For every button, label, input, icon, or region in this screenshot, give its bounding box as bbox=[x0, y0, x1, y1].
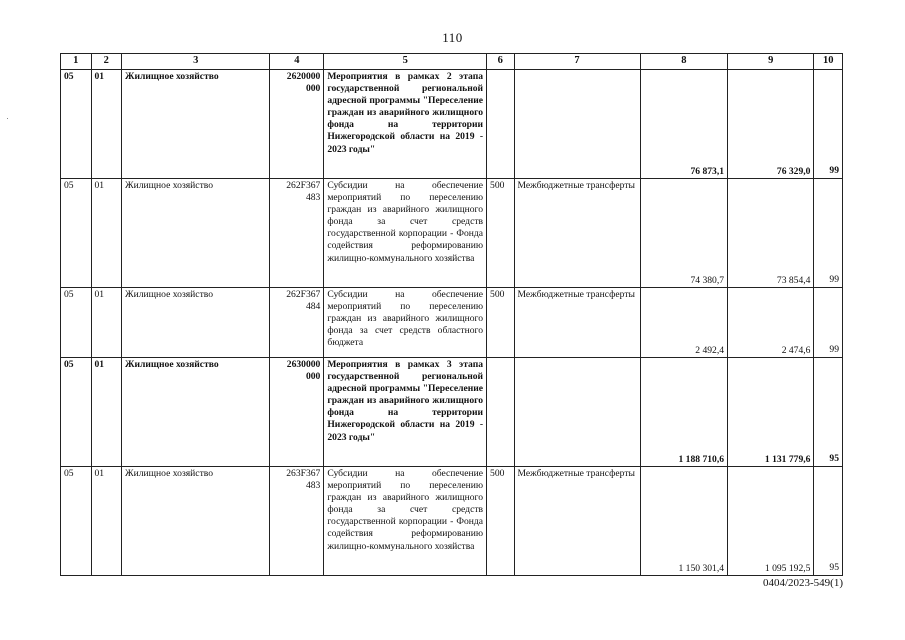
scan-speck bbox=[7, 118, 8, 119]
section-code: 05 bbox=[61, 467, 92, 576]
executed-amount: 73 854,4 bbox=[728, 179, 814, 288]
subsection-name: Жилищное хозяйство bbox=[122, 467, 270, 576]
expense-type-name: Межбюджетные трансферты bbox=[514, 467, 640, 576]
table-row bbox=[61, 179, 843, 288]
target-article-code: 263F367 483 bbox=[270, 467, 324, 576]
expense-type-code bbox=[487, 70, 514, 179]
target-article-code: 2620000 000 bbox=[270, 70, 324, 179]
page-number: 110 bbox=[442, 30, 463, 45]
execution-percent: 99 bbox=[814, 288, 843, 358]
expense-type-code: 500 bbox=[487, 288, 514, 358]
header-cell: 9 bbox=[728, 54, 814, 70]
planned-amount: 76 873,1 bbox=[640, 70, 727, 179]
header-cell: 1 bbox=[61, 54, 92, 70]
section-code: 05 bbox=[61, 179, 92, 288]
expense-type-name bbox=[514, 358, 640, 467]
executed-amount: 76 329,0 bbox=[728, 70, 814, 179]
execution-percent: 95 bbox=[814, 467, 843, 576]
article-description: Мероприятия в рамках 2 этапа государственной региональной адресной программы "Переселение граждан из аварийного жилищного фонда на территории Нижегородской области на 2019 - 2023 годы" bbox=[324, 70, 487, 179]
execution-percent: 95 bbox=[814, 358, 843, 467]
subsection-code: 01 bbox=[91, 358, 122, 467]
article-description: Мероприятия в рамках 3 этапа государственной региональной адресной программы "Переселение граждан из аварийного жилищного фонда на территории Нижегородской области на 2019 - 2023 годы" bbox=[324, 358, 487, 467]
planned-amount: 2 492,4 bbox=[640, 288, 727, 358]
header-cell: 5 bbox=[324, 54, 487, 70]
planned-amount: 74 380,7 bbox=[640, 179, 727, 288]
header-cell: 2 bbox=[91, 54, 122, 70]
subsection-name: Жилищное хозяйство bbox=[122, 179, 270, 288]
table-row bbox=[61, 467, 843, 576]
target-article-code: 262F367 484 bbox=[270, 288, 324, 358]
expense-type-name: Межбюджетные трансферты bbox=[514, 179, 640, 288]
section-code: 05 bbox=[61, 358, 92, 467]
table-row bbox=[61, 358, 843, 467]
expense-type-code: 500 bbox=[487, 467, 514, 576]
target-article-code: 262F367 483 bbox=[270, 179, 324, 288]
table-header-row bbox=[61, 54, 843, 70]
table-row bbox=[61, 288, 843, 358]
article-description: Субсидии на обеспечение мероприятий по переселению граждан из аварийного жилищного фонда за счет средств государственной корпорации - Фонда содействия реформированию жилищно-коммунального хозяйства bbox=[324, 179, 487, 288]
header-cell: 8 bbox=[640, 54, 727, 70]
expense-type-code: 500 bbox=[487, 179, 514, 288]
planned-amount: 1 188 710,6 bbox=[640, 358, 727, 467]
subsection-code: 01 bbox=[91, 179, 122, 288]
execution-percent: 99 bbox=[814, 70, 843, 179]
budget-table bbox=[60, 53, 843, 576]
target-article-code: 2630000 000 bbox=[270, 358, 324, 467]
header-cell: 10 bbox=[814, 54, 843, 70]
section-code: 05 bbox=[61, 70, 92, 179]
subsection-code: 01 bbox=[91, 467, 122, 576]
header-cell: 7 bbox=[514, 54, 640, 70]
article-description: Субсидии на обеспечение мероприятий по переселению граждан из аварийного жилищного фонда за счет средств государственной корпорации - Фонда содействия реформированию жилищно-коммунального хозяйства bbox=[324, 467, 487, 576]
executed-amount: 1 131 779,6 bbox=[728, 358, 814, 467]
article-description: Субсидии на обеспечение мероприятий по переселению граждан из аварийного жилищного фонда за счет средств областного бюджета bbox=[324, 288, 487, 358]
subsection-name: Жилищное хозяйство bbox=[122, 70, 270, 179]
document-code: 0404/2023-549(1) bbox=[762, 577, 843, 589]
header-cell: 4 bbox=[270, 54, 324, 70]
planned-amount: 1 150 301,4 bbox=[640, 467, 727, 576]
executed-amount: 2 474,6 bbox=[728, 288, 814, 358]
execution-percent: 99 bbox=[814, 179, 843, 288]
executed-amount: 1 095 192,5 bbox=[728, 467, 814, 576]
subsection-code: 01 bbox=[91, 70, 122, 179]
expense-type-code bbox=[487, 358, 514, 467]
expense-type-name bbox=[514, 70, 640, 179]
subsection-code: 01 bbox=[91, 288, 122, 358]
header-cell: 6 bbox=[487, 54, 514, 70]
subsection-name: Жилищное хозяйство bbox=[122, 288, 270, 358]
subsection-name: Жилищное хозяйство bbox=[122, 358, 270, 467]
section-code: 05 bbox=[61, 288, 92, 358]
expense-type-name: Межбюджетные трансферты bbox=[514, 288, 640, 358]
header-cell: 3 bbox=[122, 54, 270, 70]
table-row bbox=[61, 70, 843, 179]
